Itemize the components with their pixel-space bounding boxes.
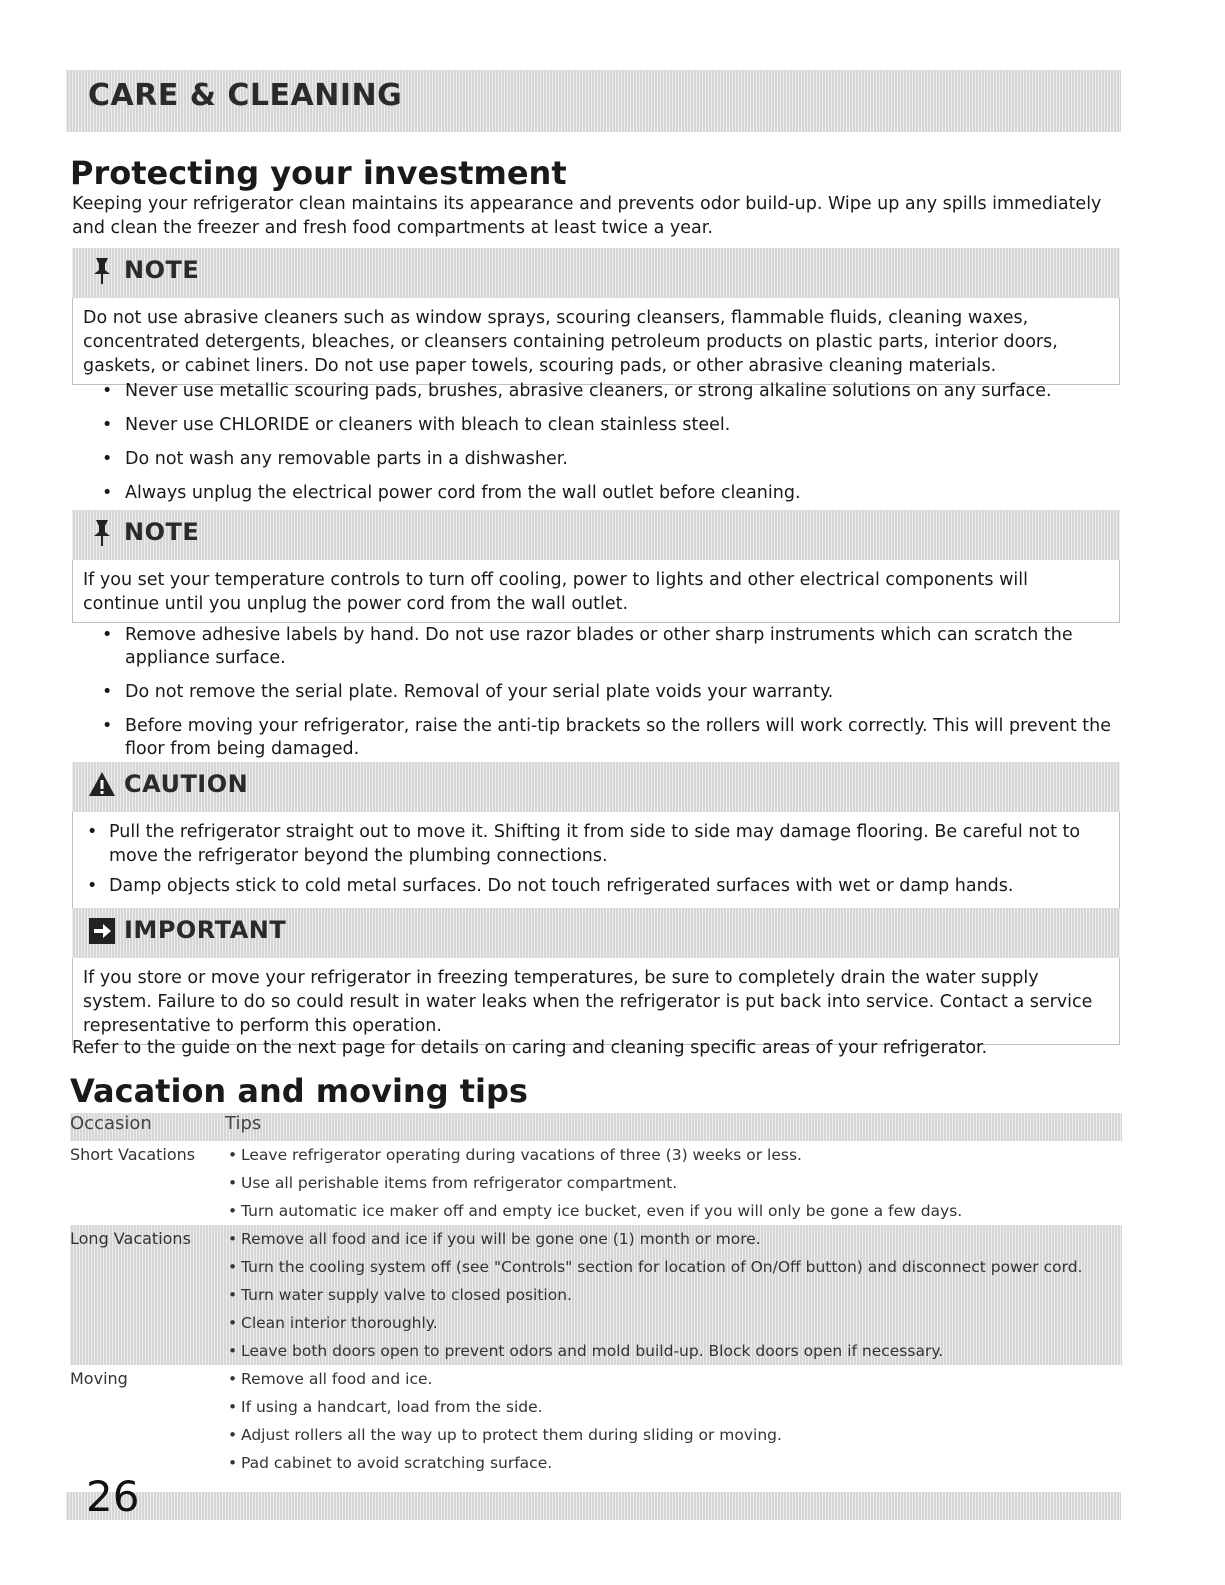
pushpin-icon — [88, 518, 116, 548]
list-item: • Never use CHLORIDE or cleaners with bleach to clean stainless steel. — [100, 414, 1120, 437]
tip-item: • Leave refrigerator operating during vacations of three (3) weeks or less. — [225, 1141, 1122, 1169]
arrow-right-icon — [88, 916, 116, 946]
caution-body — [72, 812, 1120, 911]
protecting-heading: Protecting your investment — [70, 154, 567, 192]
list-item: • Pull the refrigerator straight out to move it. Shifting it from side to side may damage flooring. Be careful not to move the refrigerator beyond the plumbing connections. — [83, 820, 1109, 868]
table-header — [70, 1113, 1122, 1141]
caution-callout — [72, 762, 1120, 911]
note-header — [72, 510, 1120, 560]
cleaning-bullets-2 — [100, 624, 1120, 772]
section-banner — [66, 70, 1121, 132]
tip-item: • Leave both doors open to prevent odors and mold build-up. Block doors open if necessary. — [225, 1337, 1122, 1365]
list-item: • Never use metallic scouring pads, brushes, abrasive cleaners, or strong alkaline solutions on any surface. — [100, 380, 1120, 403]
footer-bar — [66, 1492, 1121, 1520]
note-callout-2 — [72, 510, 1120, 623]
tip-item: • Clean interior thoroughly. — [225, 1309, 1122, 1337]
list-item: • Do not wash any removable parts in a dishwasher. — [100, 448, 1120, 471]
vacation-tips-table — [70, 1113, 1122, 1477]
list-item: • Always unplug the electrical power cord from the wall outlet before cleaning. — [100, 482, 1120, 505]
refer-text: Refer to the guide on the next page for details on caring and cleaning specific areas of your refrigerator. — [72, 1038, 988, 1058]
table-row — [70, 1225, 1122, 1365]
tip-item: • Adjust rollers all the way up to protect them during sliding or moving. — [225, 1421, 1122, 1449]
section-title: CARE & CLEANING — [88, 78, 403, 113]
tip-item: • Remove all food and ice. — [225, 1365, 1122, 1393]
table-row — [70, 1365, 1122, 1477]
col-tips: Tips — [225, 1113, 262, 1134]
note-text: Do not use abrasive cleaners such as window sprays, scouring cleansers, flammable fluids, cleaning waxes, concentrated detergents, bleaches, or cleansers containing petroleum products on plastic parts, interior doors, gaskets, or cabinet liners. Do not use paper towels, scouring pads, or other abrasive cleaning materials. — [72, 298, 1120, 385]
list-item: • Before moving your refrigerator, raise the anti-tip brackets so the rollers will work correctly. This will prevent the floor from being damaged. — [100, 715, 1120, 761]
important-label: IMPORTANT — [124, 916, 287, 944]
tip-item: • Use all perishable items from refrigerator compartment. — [225, 1169, 1122, 1197]
pushpin-icon — [88, 256, 116, 286]
caution-header — [72, 762, 1120, 812]
page-number: 26 — [86, 1472, 140, 1521]
important-header — [72, 908, 1120, 958]
note-label: NOTE — [124, 518, 200, 546]
tip-item: • If using a handcart, load from the side. — [225, 1393, 1122, 1421]
important-callout — [72, 908, 1120, 1045]
cleaning-bullets-1 — [100, 380, 1120, 516]
protecting-intro: Keeping your refrigerator clean maintains its appearance and prevents odor build-up. Wipe up any spills immediately and clean the freezer and fresh food compartments at least twice a year. — [72, 194, 1102, 238]
note-label: NOTE — [124, 256, 200, 284]
occasion-cell: Long Vacations — [70, 1229, 191, 1248]
tip-item: • Remove all food and ice if you will be gone one (1) month or more. — [225, 1225, 1122, 1253]
note-text: If you set your temperature controls to turn off cooling, power to lights and other electrical components will continue until you unplug the power cord from the wall outlet. — [72, 560, 1120, 623]
note-header — [72, 248, 1120, 298]
table-row — [70, 1141, 1122, 1225]
warning-triangle-icon — [88, 770, 116, 800]
tip-item: • Pad cabinet to avoid scratching surface. — [225, 1449, 1122, 1477]
caution-label: CAUTION — [124, 770, 249, 798]
page-footer — [66, 1472, 1121, 1522]
occasion-cell: Short Vacations — [70, 1145, 196, 1164]
vacation-heading: Vacation and moving tips — [70, 1072, 528, 1110]
col-occasion: Occasion — [70, 1113, 152, 1134]
list-item: • Remove adhesive labels by hand. Do not use razor blades or other sharp instruments which can scratch the appliance surface. — [100, 624, 1120, 670]
tip-item: • Turn automatic ice maker off and empty ice bucket, even if you will only be gone a few days. — [225, 1197, 1122, 1225]
important-text: If you store or move your refrigerator in freezing temperatures, be sure to completely drain the water supply system. Failure to do so could result in water leaks when the refrigerator is put back into service. Contact a service representative to perform this operation. — [72, 958, 1120, 1045]
occasion-cell: Moving — [70, 1369, 128, 1388]
list-item: • Do not remove the serial plate. Removal of your serial plate voids your warranty. — [100, 681, 1120, 704]
list-item: • Damp objects stick to cold metal surfaces. Do not touch refrigerated surfaces with wet or damp hands. — [83, 874, 1109, 898]
tip-item: • Turn water supply valve to closed position. — [225, 1281, 1122, 1309]
tip-item: • Turn the cooling system off (see "Controls" section for location of On/Off button) and disconnect power cord. — [225, 1253, 1122, 1281]
note-callout-1 — [72, 248, 1120, 385]
